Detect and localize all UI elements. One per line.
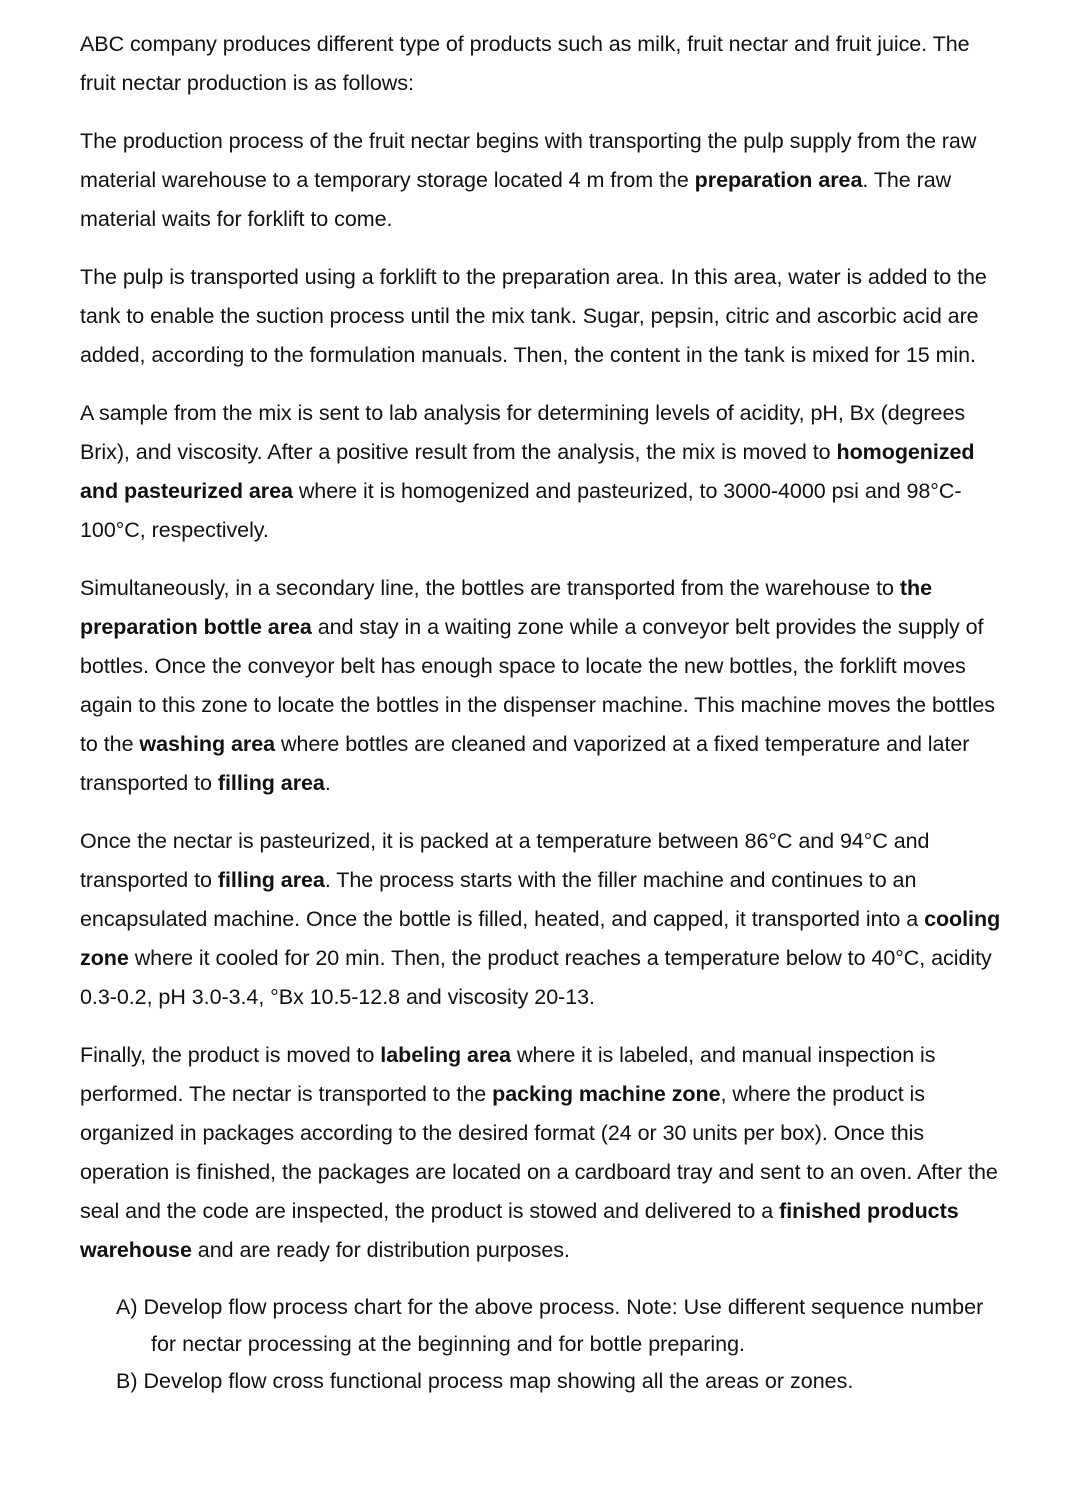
bold-term: finished products warehouse [80,1199,959,1262]
text-run: The pulp is transported using a forklift to the preparation area. In this area, water is added to the tank to enable the suction process until the mix tank. Sugar, pepsin, citric and ascorbic acid are added, according to the formulation manuals. Then, the content in the tank is mixed for 15 min. [80,265,987,367]
text-run: and are ready for distribution purposes. [191,1238,570,1262]
bold-term: cooling zone [80,907,1001,970]
bold-term: homogenized and pasteurized area [80,440,975,503]
paragraph-bottle-line [80,569,1005,803]
paragraph-lab-analysis [80,394,1005,550]
text-run: and stay in a waiting zone while a conveyor belt provides the supply of bottles. Once the conveyor belt has enough space to locate the new bottles, the forklift moves again to this zone to locate the bottles in the dispenser machine. This machine moves the bottles to the [80,615,996,756]
paragraph-list [80,25,1005,1270]
text-run: , where the product is organized in packages according to the desired format (24 or 30 units per box). Once this operation is finished, the packages are located on a cardboard tray and sent to an oven. After the seal and the code are inspected, the product is stowed and delivered to a [80,1082,998,1223]
text-run: ABC company produces different type of products such as milk, fruit nectar and fruit juice. The fruit nectar production is as follows: [80,32,970,95]
paragraph-labeling-packing [80,1036,1005,1270]
text-run: Once the nectar is pasteurized, it is packed at a temperature between 86°C and 94°C and transported to [80,829,930,892]
text-run: . The process starts with the filler machine and continues to an encapsulated machine. Once the bottle is filled, heated, and capped, it transported into a [80,868,925,931]
bold-term: labeling area [380,1043,512,1067]
text-run: . The raw material waits for forklift to come. [80,168,952,231]
text-run: Finally, the product is moved to [80,1043,381,1067]
text-run: Simultaneously, in a secondary line, the bottles are transported from the warehouse to [80,576,900,600]
bold-term: preparation area [694,168,863,192]
paragraph-filling [80,822,1005,1017]
text-run: . [324,771,331,795]
document-body [80,25,1005,1400]
question-text: Develop flow process chart for the above process. Note: Use different sequence number for nectar processing at the beginning and for bottle preparing. [143,1295,984,1356]
text-run: where it cooled for 20 min. Then, the product reaches a temperature below to 40°C, acidity 0.3-0.2, pH 3.0-3.4, °Bx 10.5-12.8 and viscosity 20-13. [80,946,992,1009]
paragraph-pulp-supply [80,122,1005,239]
question-item [116,1289,996,1363]
question-marker: B) [116,1369,138,1393]
bold-term: washing area [139,732,276,756]
question-text: Develop flow cross functional process map showing all the areas or zones. [143,1369,854,1393]
bold-term: the preparation bottle area [80,576,932,639]
text-run: where it is homogenized and pasteurized, to 3000-4000 psi and 98°C-100°C, respectively. [80,479,962,542]
text-run: where it is labeled, and manual inspection is performed. The nectar is transported to the [80,1043,936,1106]
bold-term: packing machine zone [492,1082,721,1106]
question-marker: A) [116,1295,138,1319]
question-item [116,1363,996,1400]
paragraph-preparation [80,258,1005,375]
text-run: A sample from the mix is sent to lab analysis for determining levels of acidity, pH, Bx (degrees Brix), and viscosity. After a positive result from the analysis, the mix is moved to [80,401,966,464]
bold-term: filling area [217,868,325,892]
text-run: where bottles are cleaned and vaporized at a fixed temperature and later transported to [80,732,970,795]
paragraph-intro [80,25,1005,103]
text-run: The production process of the fruit nectar begins with transporting the pulp supply from the raw material warehouse to a temporary storage located 4 m from the [80,129,977,192]
bold-term: filling area [217,771,325,795]
question-list [116,1289,996,1400]
